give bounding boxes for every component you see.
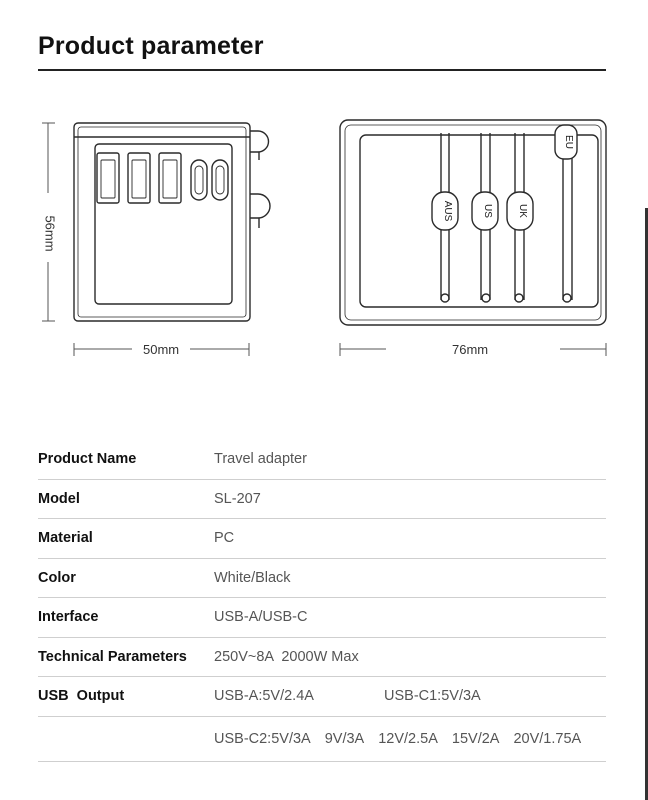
usb-output-c2: USB-C2:5V/3A <box>214 730 311 747</box>
height-dimension-label: 56mm <box>42 215 58 252</box>
side-view-drawing <box>340 120 606 325</box>
spec-row-usb-output <box>38 677 606 717</box>
width-dimension-label: 50mm <box>143 342 180 357</box>
spec-value: PC <box>214 530 235 547</box>
spec-value: Travel adapter <box>214 451 307 468</box>
plug-label-eu: EU <box>563 135 574 149</box>
usb-output-9v: 9V/3A <box>324 730 365 747</box>
page-title: Product parameter <box>38 32 264 60</box>
spec-value: 250V~8A 2000W Max <box>214 648 359 665</box>
usb-output-12v: 12V/2.5A <box>378 730 438 747</box>
spec-row-interface <box>38 598 606 638</box>
spec-label: Color <box>38 569 76 586</box>
usb-output-c1: USB-C1:5V/3A <box>384 688 481 705</box>
usb-output-20v: 20V/1.75A <box>513 730 582 747</box>
spec-label: Product Name <box>38 451 137 468</box>
spec-table <box>38 440 606 762</box>
usb-output-c2-list <box>214 731 581 747</box>
plug-label-us: US <box>482 204 493 218</box>
spec-value: SL-207 <box>214 490 261 507</box>
spec-row-model <box>38 480 606 520</box>
spec-row-technical-parameters <box>38 638 606 678</box>
spec-value: USB-A/USB-C <box>214 609 308 626</box>
spec-label: Interface <box>38 609 99 626</box>
spec-label: USB Output <box>38 688 125 705</box>
spec-value: White/Black <box>214 569 291 586</box>
usb-output-15v: 15V/2A <box>451 730 500 747</box>
front-view-drawing <box>74 123 270 321</box>
spec-row-usb-output-continued <box>38 717 606 762</box>
spec-row-product-name <box>38 440 606 480</box>
plug-label-uk: UK <box>517 204 528 218</box>
usb-output-a: USB-A:5V/2.4A <box>214 688 314 705</box>
spec-label: Technical Parameters <box>38 648 187 665</box>
length-dimension-label: 76mm <box>452 342 489 357</box>
spec-row-material <box>38 519 606 559</box>
spec-row-color <box>38 559 606 599</box>
spec-label: Model <box>38 490 80 507</box>
plug-label-aus: AUS <box>442 200 453 222</box>
spec-label: Material <box>38 530 93 547</box>
